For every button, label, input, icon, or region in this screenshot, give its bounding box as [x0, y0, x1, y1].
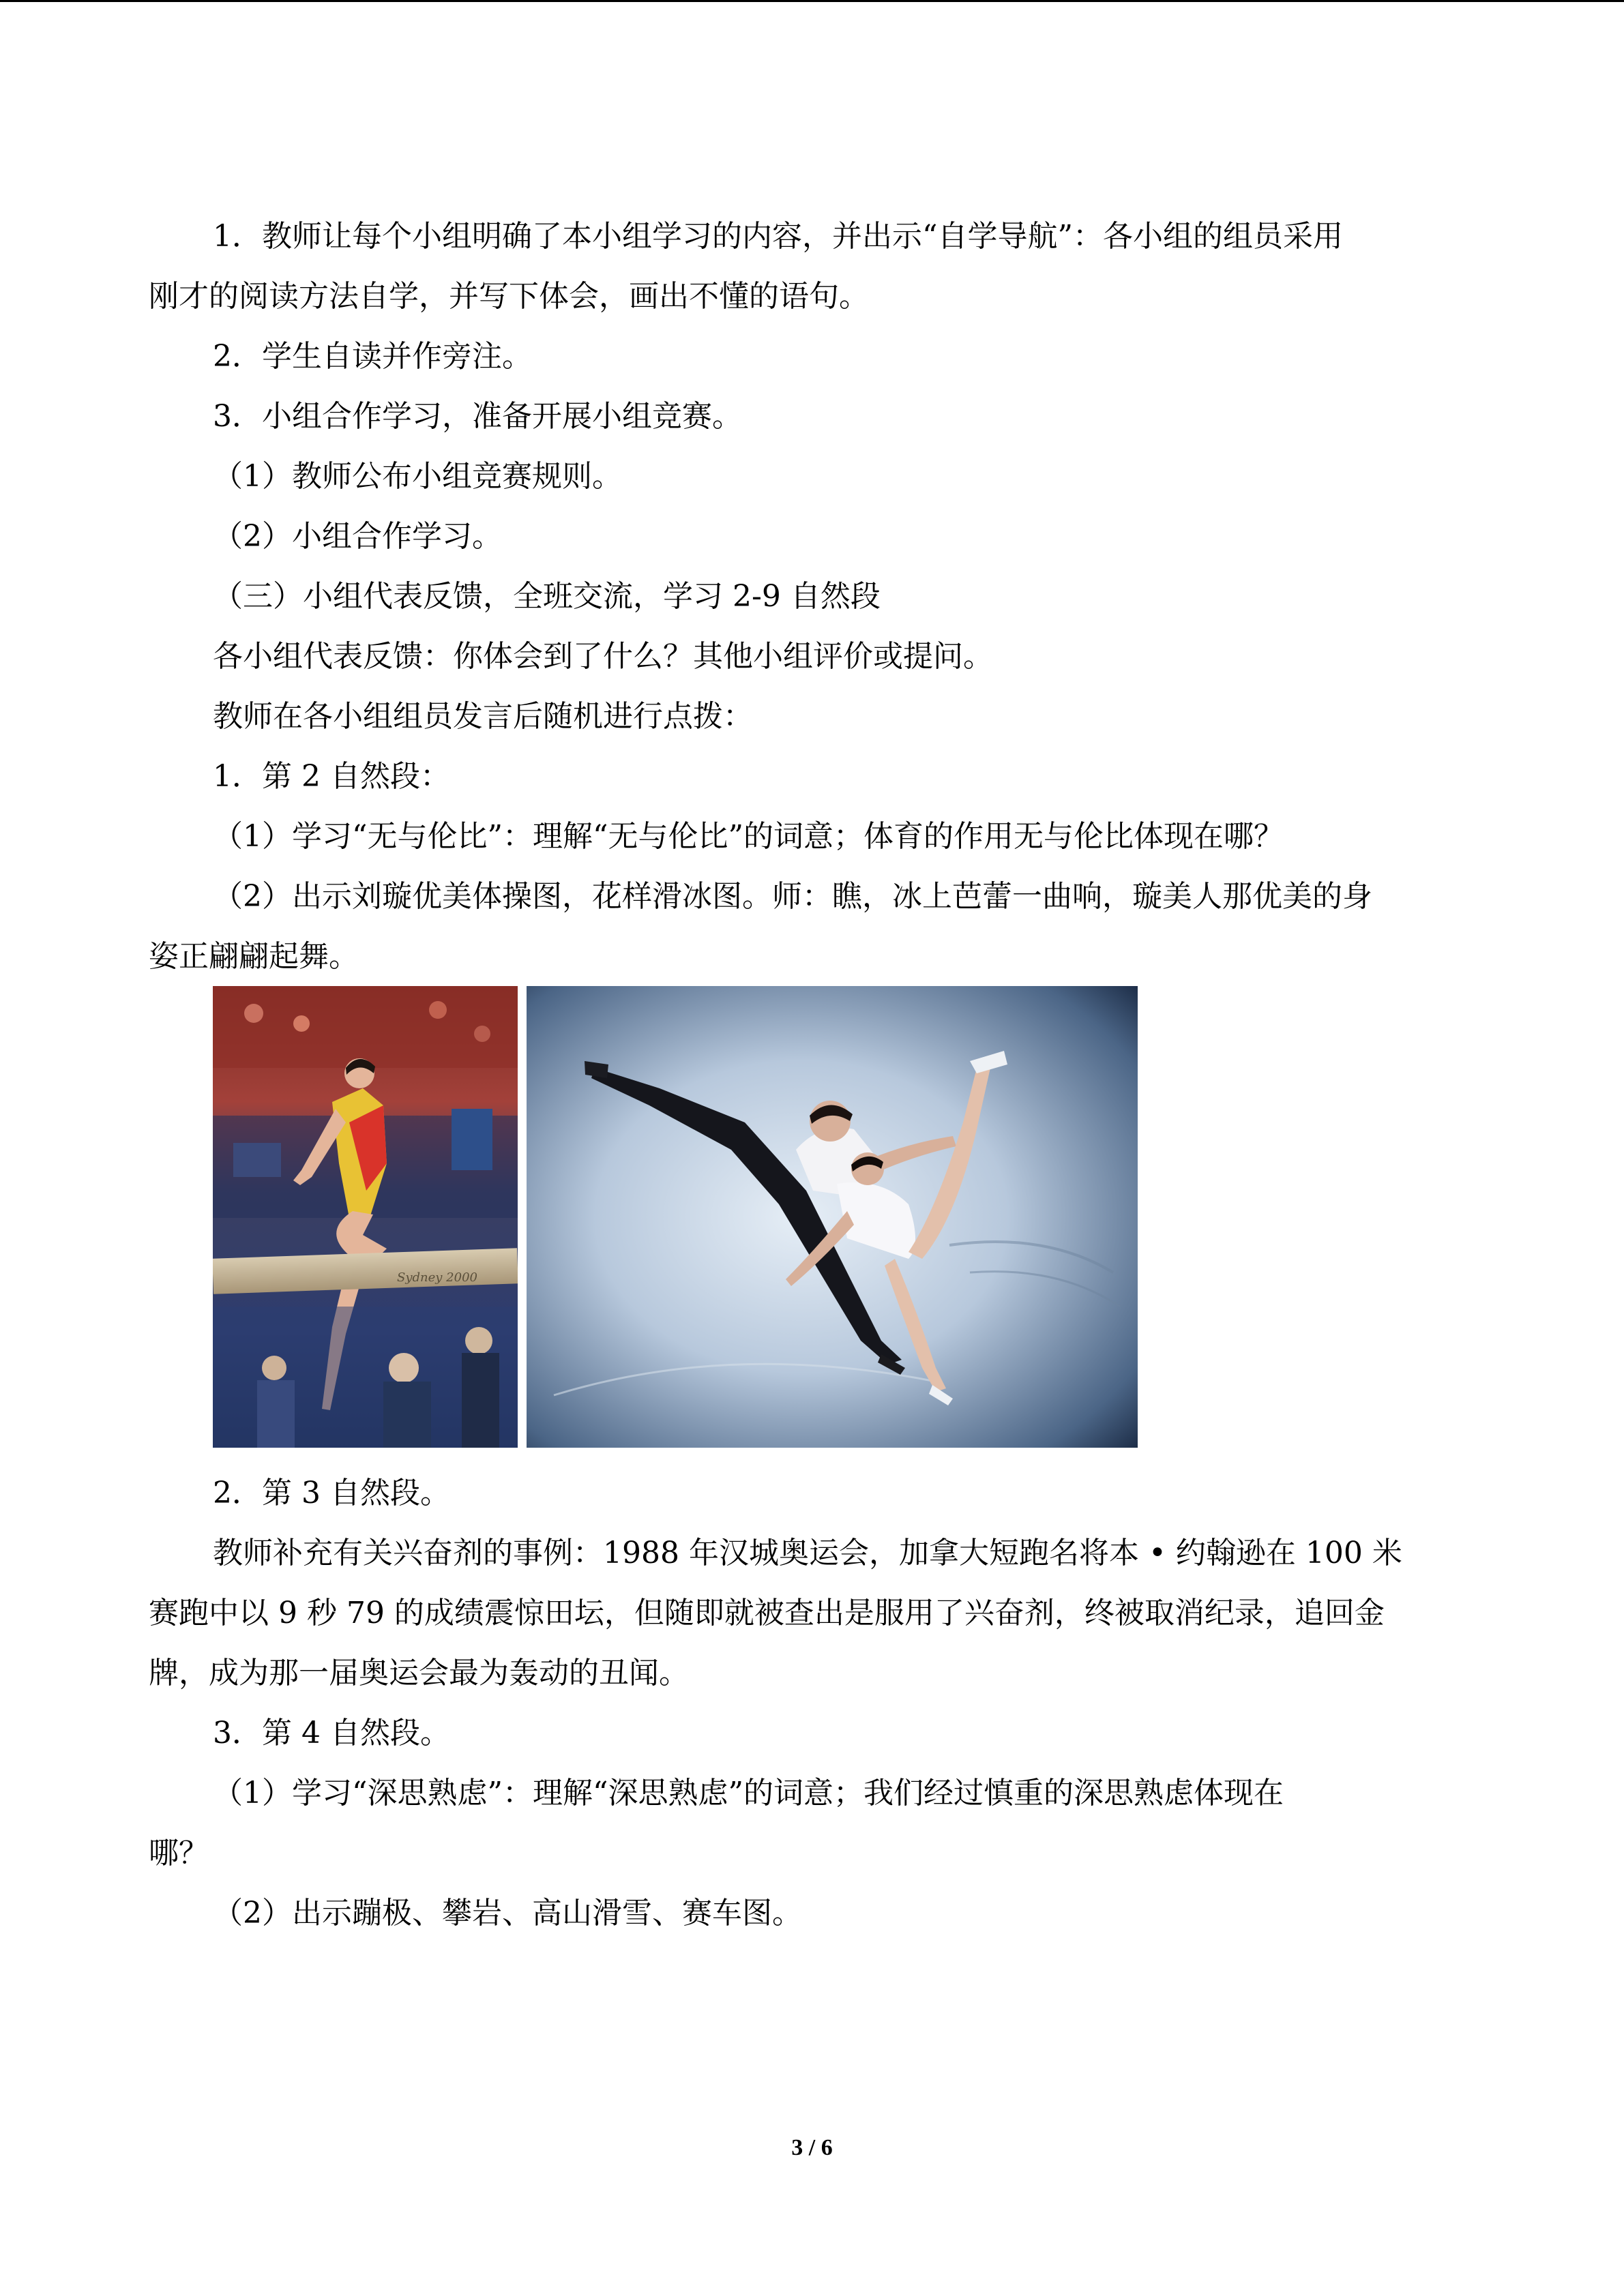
- paragraph-line: （2）出示蹦极、攀岩、高山滑雪、赛车图。: [213, 1896, 802, 1930]
- paragraph-line: 教师补充有关兴奋剂的事例：1988 年汉城奥运会，加拿大短跑名将本 • 约翰逊在 100 米: [213, 1536, 1402, 1570]
- paragraph-line: 牌，成为那一届奥运会最为轰动的丑闻。: [149, 1656, 689, 1690]
- paragraph-line: 姿正翩翩起舞。: [149, 939, 359, 974]
- paragraph-line: 教师在各小组组员发言后随机进行点拨：: [213, 699, 753, 734]
- beam-banner-text: Sydney 2000: [397, 1270, 477, 1285]
- paragraph-line: 1．第 2 自然段：: [213, 759, 450, 794]
- paragraph-line: （1）学习“无与伦比”：理解“无与伦比”的词意；体育的作用无与伦比体现在哪？: [213, 819, 1284, 854]
- paragraph-line: 哪？: [149, 1836, 209, 1870]
- paragraph-line: 刚才的阅读方法自学，并写下体会，画出不懂的语句。: [149, 279, 869, 314]
- figure-skating-photo: [527, 986, 1138, 1448]
- section-heading: （三）小组代表反馈，全班交流，学习 2-9 自然段: [213, 579, 881, 614]
- paragraph-line: 3．第 4 自然段。: [213, 1716, 450, 1750]
- paragraph-line: （2）出示刘璇优美体操图，花样滑冰图。师：瞧，冰上芭蕾一曲响，璇美人那优美的身: [213, 879, 1372, 914]
- paragraph-line: 各小组代表反馈：你体会到了什么？其他小组评价或提问。: [213, 639, 993, 674]
- paragraph-line: 1．教师让每个小组明确了本小组学习的内容，并出示“自学导航”：各小组的组员采用: [213, 219, 1343, 254]
- figure-skating-photo-image: [527, 986, 1138, 1448]
- gymnastics-photo-image: [213, 986, 518, 1448]
- paragraph-line: （2）小组合作学习。: [213, 519, 502, 554]
- paragraph-line: 赛跑中以 9 秒 79 的成绩震惊田坛，但随即就被查出是服用了兴奋剂，终被取消纪录，追回金: [149, 1596, 1385, 1630]
- paragraph-line: （1）学习“深思熟虑”：理解“深思熟虑”的词意；我们经过慎重的深思熟虑体现在: [213, 1776, 1284, 1810]
- paragraph-line: 2．第 3 自然段。: [213, 1476, 450, 1510]
- paragraph-line: （1）教师公布小组竞赛规则。: [213, 459, 622, 494]
- gymnastics-photo: [213, 986, 518, 1448]
- paragraph-line: 3．小组合作学习，准备开展小组竞赛。: [213, 399, 742, 434]
- paragraph-line: 2．学生自读并作旁注。: [213, 339, 532, 374]
- page-number: 3 / 6: [791, 2135, 833, 2160]
